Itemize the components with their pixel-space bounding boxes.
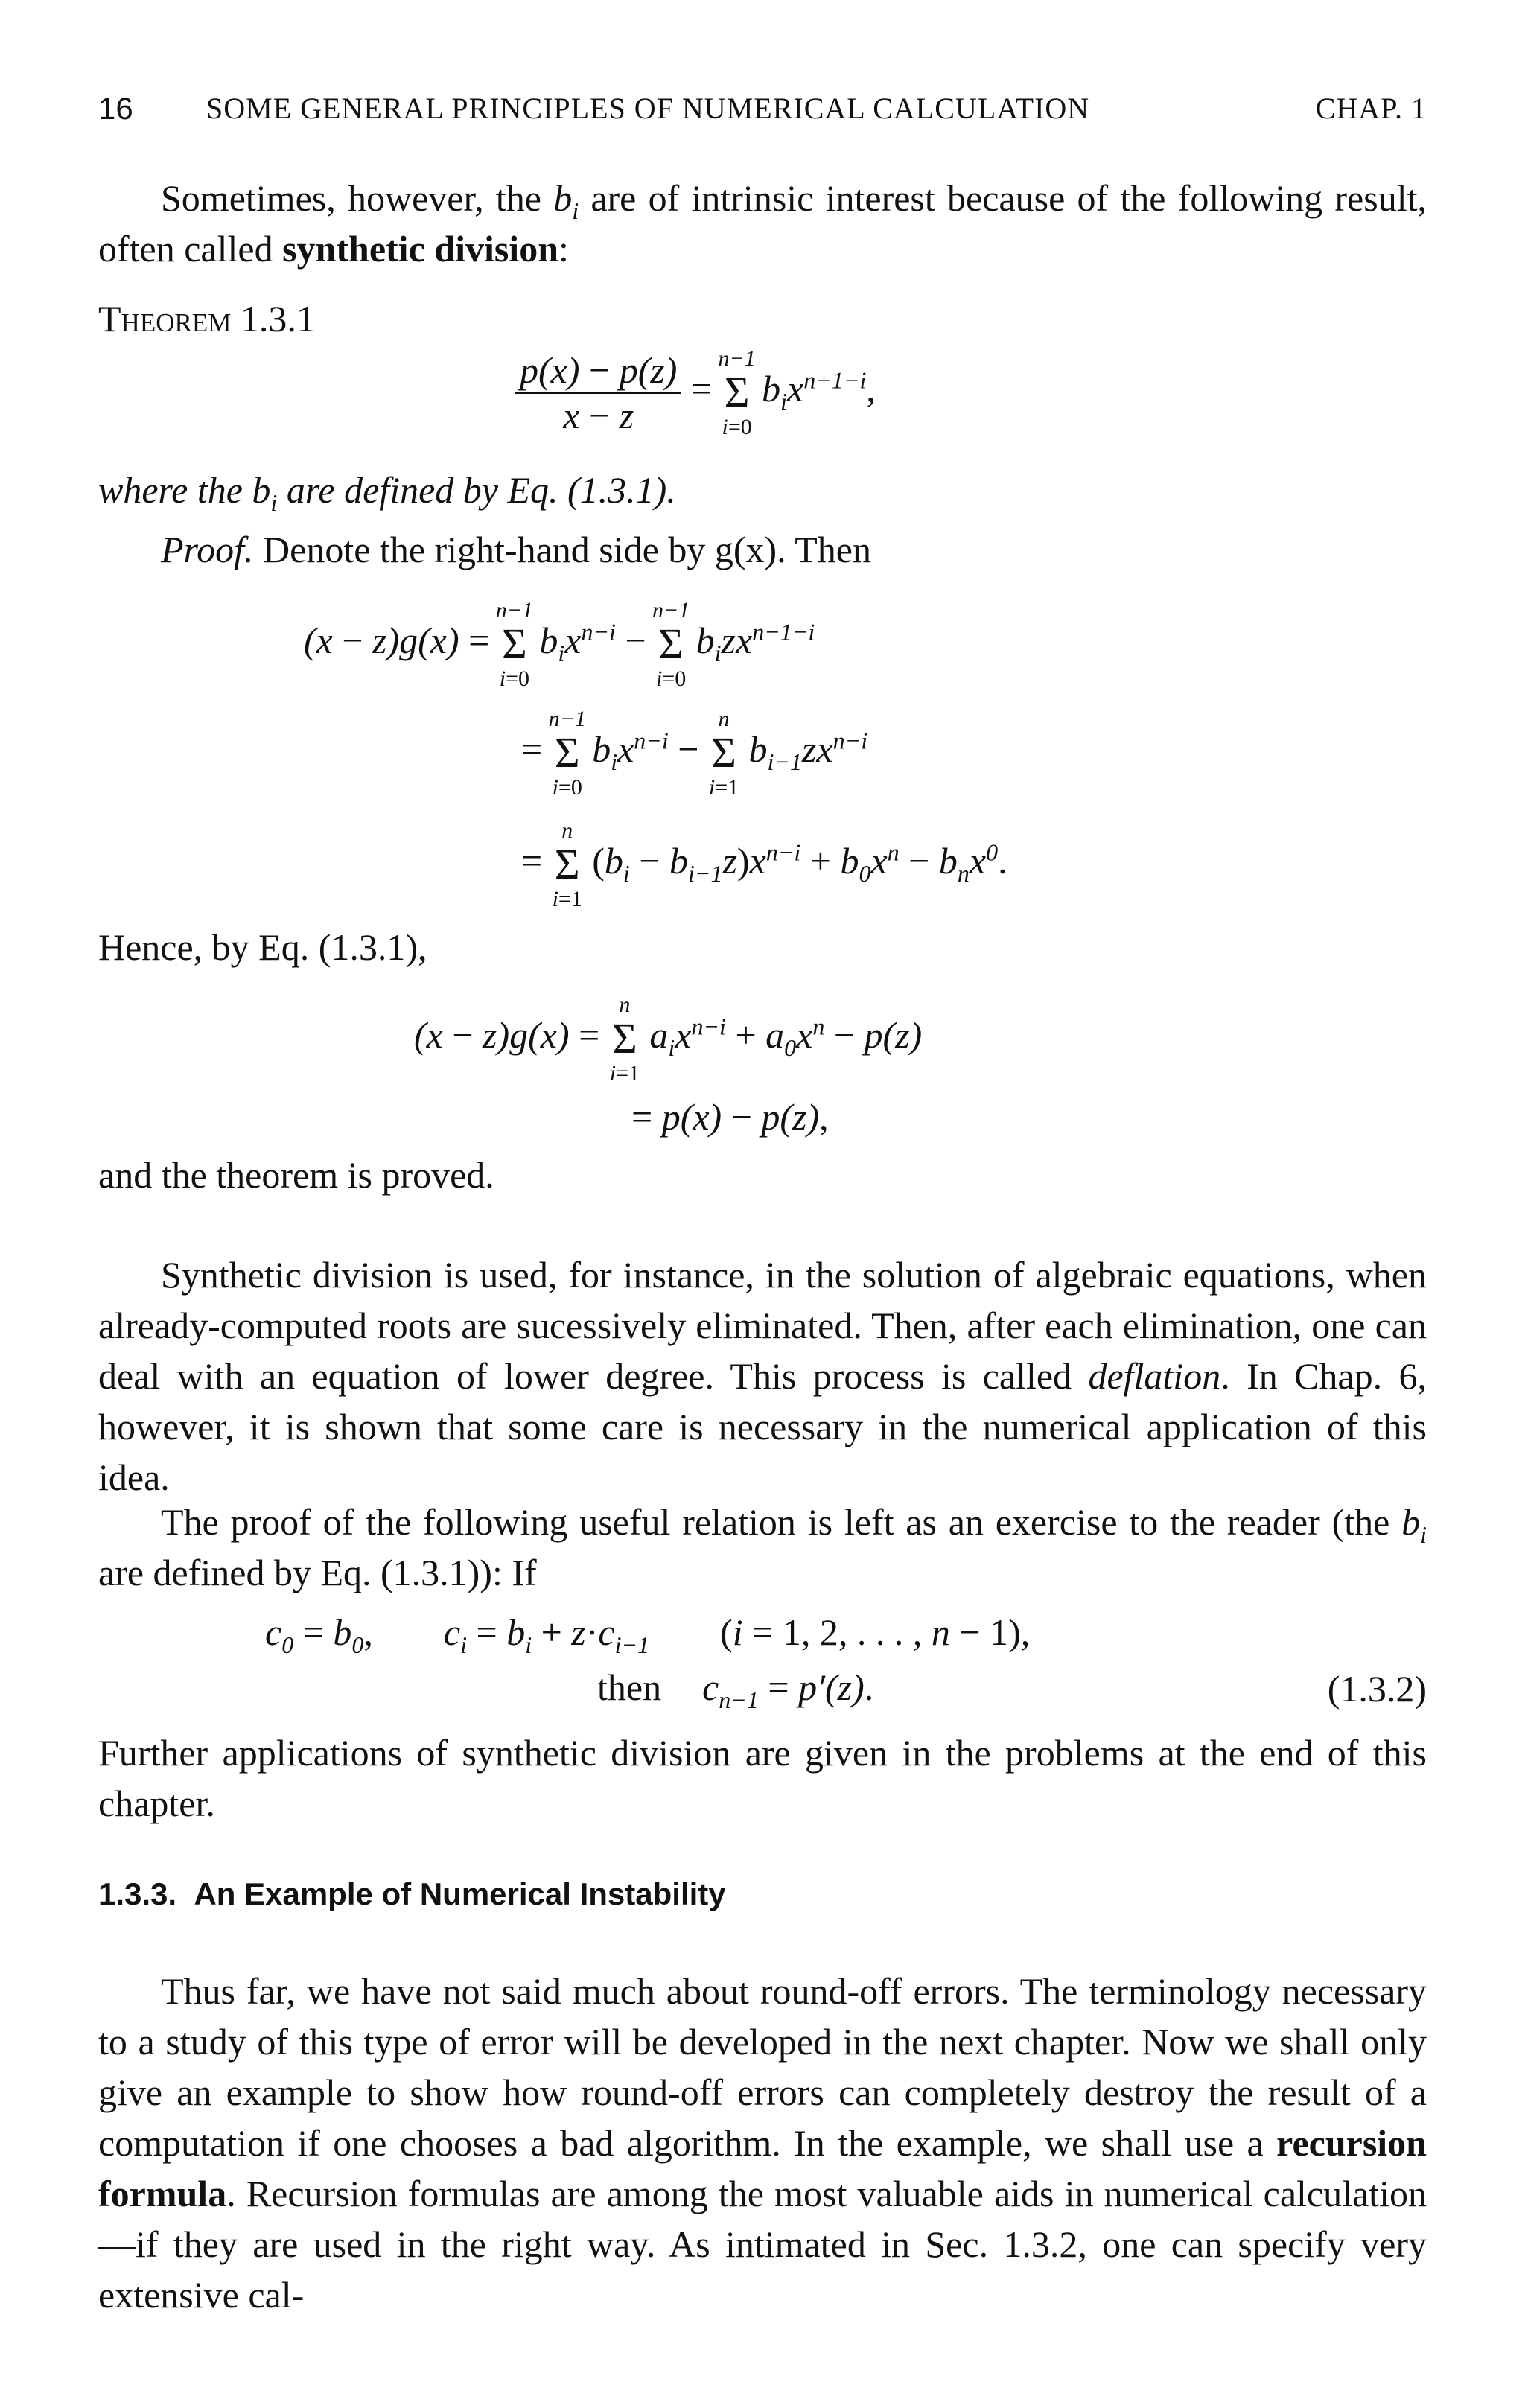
theorem-label: Theorem 1.3.1 (98, 298, 315, 340)
hence-equation-1: (x − z)g(x) = n Σ i=1 $a_ix^{n-i} + a_0x^n - p(z)$ (414, 992, 923, 1086)
theorem-formula: $\frac{p(x) - p(z)}{x - z}$ = n−1 Σ i=0 $b_ix^{n-1-i}$, (515, 350, 876, 436)
chapter-label: CHAP. 1 (1315, 92, 1427, 125)
term-deflation: deflation (1088, 1355, 1221, 1397)
section-title: An Example of Numerical Instability (194, 1876, 726, 1911)
instability-paragraph: Thus far, we have not said much about round-off errors. The terminology necessary to a study of this type of error will be developed in the next chapter. Now we shall only give an example to show how round-off errors can completely destroy the result of a computation if one chooses a bad algorithm. In the example, we shall use a recursion formula. Recursion formulas are among the most valuable aids in numerical calculation—if they are used in the right way. As intimated in Sec. 1.3.2, one can specify very extensive cal- (98, 1970, 1427, 2316)
running-header (98, 88, 1427, 130)
hence-equation-2: = p(x) − p(z), (631, 1096, 829, 1138)
running-title: SOME GENERAL PRINCIPLES OF NUMERICAL CALCULATION (206, 92, 1090, 125)
relation-equation-line-1: $c_0 = b_0$, $c_i = b_i + z\cdot c_{i-1}$ (i = 1, 2, . . . , n − 1), (265, 1611, 1031, 1658)
intro-paragraph: Sometimes, however, the $b_i$ are of intrinsic interest because of the following result, often called synthetic division: (98, 177, 1427, 270)
term-recursion-formula: recursion formula (98, 2122, 1427, 2214)
hence-line: Hence, by Eq. (1.3.1), (98, 926, 427, 968)
further-applications-paragraph: Further applications of synthetic division are given in the problems at the end of this chapter. (98, 1732, 1427, 1824)
proof-equation-1: (x − z)g(x) = n−1 Σ i=0 $b_ix^{n-i}$ − n−1 Σ i=0 $b_izx^{n-1-i}$ (304, 597, 815, 691)
proved-line: and the theorem is proved. (98, 1154, 494, 1196)
page-number: 16 (98, 91, 133, 126)
relation-equation-line-2: then $c_{n-1} = p'(z)$. (597, 1666, 874, 1713)
term-synthetic-division: synthetic division (282, 228, 559, 270)
proof-equation-2: = n−1 Σ i=0 $b_ix^{n-i}$ − n Σ i=1 $b_{i-1}zx^{n-i}$ (521, 706, 868, 800)
section-heading (98, 1873, 726, 1915)
equation-number: (1.3.2) (1327, 1668, 1427, 1710)
synthetic-division-paragraph: Synthetic division is used, for instance, in the solution of algebraic equations, when already-computed roots are sucessively eliminated. Then, after each elimination, one can deal with an equation of lower degree. This process is called deflation. In Chap. 6, however, it is shown that some care is necessary in the numerical application of this idea. (98, 1254, 1427, 1498)
theorem-where-line: where the $b_i$ are defined by Eq. (1.3.1). (98, 469, 676, 516)
proof-label: Proof. (161, 529, 254, 570)
section-number: 1.3.3. (98, 1876, 177, 1911)
exercise-paragraph: The proof of the following useful relation is left as an exercise to the reader (the $b_i$ are defined by Eq. (1.3.1)): If (98, 1501, 1427, 1593)
proof-line: Proof. Denote the right-hand side by g(x). Then (161, 529, 871, 570)
proof-equation-3: = n Σ i=1 $(b_i - b_{i-1}z)x^{n-i} + b_0x^n - b_nx^0$. (521, 818, 1007, 911)
